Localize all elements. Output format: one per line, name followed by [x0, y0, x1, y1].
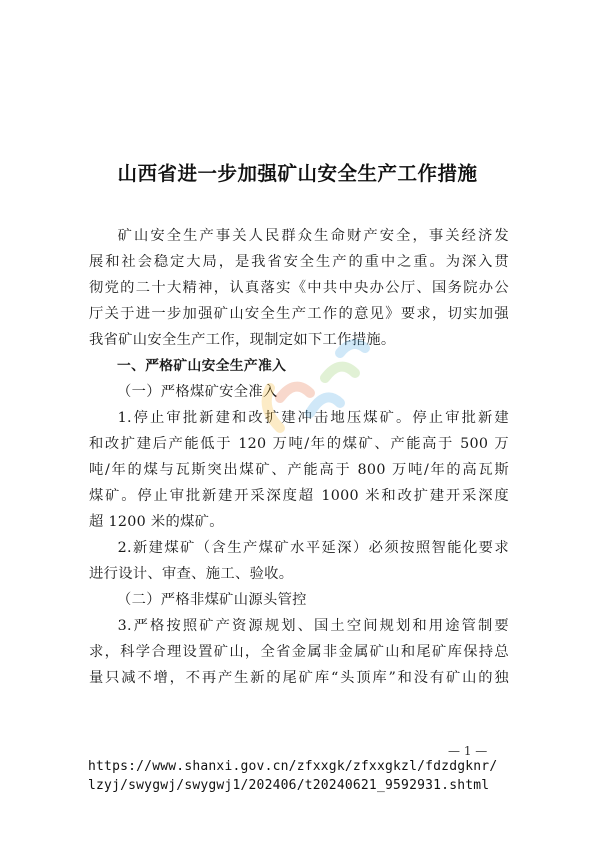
page-number: — 1 — [448, 744, 488, 758]
watermark-logo [240, 318, 380, 458]
intro-line: 厅关于进一步加强矿山安全生产工作的意见》要求，切实加强 [89, 306, 509, 322]
item-line: 吨/年的煤与瓦斯突出煤矿、产能高于 800 万吨/年的高瓦斯 [89, 462, 509, 478]
item-2-paragraph [89, 535, 509, 587]
intro-line: 展和社会稳定大局，是我省安全生产的重中之重。为深入贯 [89, 254, 509, 270]
url-line[interactable]: lzyj/swygwj/swygwj1/202406/t20240621_9592931.shtml [88, 778, 490, 793]
item-line: 求，科学合理设置矿山，全省金属非金属矿山和尾矿库保持总 [89, 644, 509, 660]
item-line: 量只减不增，不再产生新的尾矿库“头顶库”和没有矿山的独 [89, 670, 509, 686]
item-line: 煤矿。停止审批新建开采深度超 1000 米和改扩建开采深度 [89, 488, 509, 504]
source-url[interactable] [88, 757, 528, 795]
section-heading: 一、严格矿山安全生产准入 [117, 358, 287, 374]
intro-line: 我省矿山安全生产工作，现制定如下工作措施。 [89, 332, 396, 348]
item-line: 3.严格按照矿产资源规划、国土空间规划和用途管制要 [117, 618, 509, 634]
intro-line: 矿山安全生产事关人民群众生命财产安全，事关经济发 [117, 228, 509, 244]
subsection-heading: （一）严格煤矿安全准入 [117, 384, 278, 400]
item-line: 超 1200 米的煤矿。 [89, 514, 224, 530]
item-line: 1.停止审批新建和改扩建冲击地压煤矿。停止审批新建 [117, 410, 509, 426]
url-line[interactable]: https://www.shanxi.gov.cn/zfxxgk/zfxxgkzl/fdzdgknr/ [88, 759, 498, 774]
item-line: 2.新建煤矿（含生产煤矿水平延深）必须按照智能化要求 [117, 540, 509, 556]
intro-line: 彻党的二十大精神，认真落实《中共中央办公厅、国务院办公 [89, 280, 509, 296]
subsection-heading: （二）严格非煤矿山源头管控 [117, 592, 307, 608]
item-3-paragraph [89, 613, 509, 691]
document-title: 山西省进一步加强矿山安全生产工作措施 [117, 162, 478, 185]
item-line: 进行设计、审查、施工、验收。 [89, 566, 294, 582]
item-line: 和改扩建后产能低于 120 万吨/年的煤矿、产能高于 500 万 [89, 436, 509, 452]
